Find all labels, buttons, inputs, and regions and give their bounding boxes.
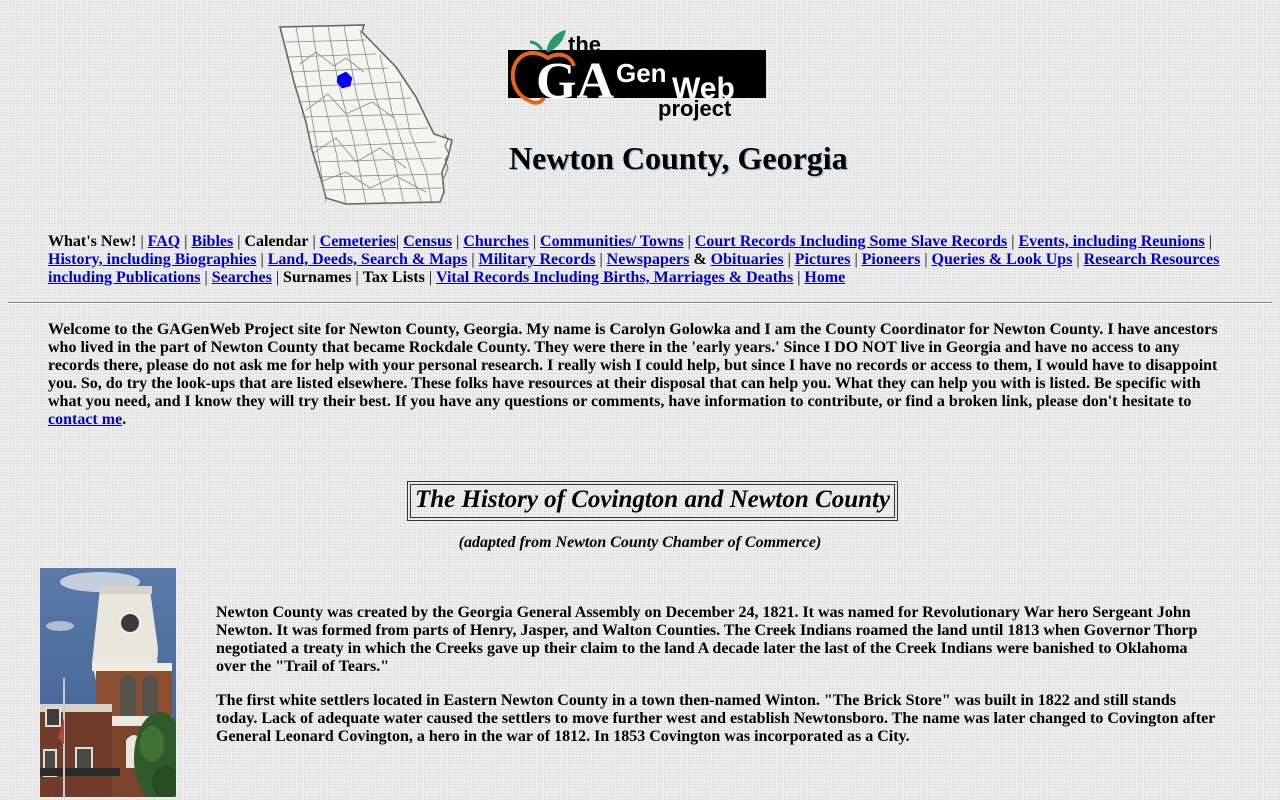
nav-cemeteries[interactable]: Cemeteries xyxy=(319,233,397,250)
nav-surnames: Surnames xyxy=(283,269,352,286)
nav-churches[interactable]: Churches xyxy=(463,233,529,250)
svg-text:project: project xyxy=(658,96,732,121)
nav-calendar: Calendar xyxy=(244,233,309,250)
nav-queries-lookups[interactable]: Queries & Look Ups xyxy=(931,251,1073,268)
divider xyxy=(8,302,1272,304)
nav-pictures[interactable]: Pictures xyxy=(794,251,851,268)
nav-military-records[interactable]: Military Records xyxy=(478,251,596,268)
nav-searches[interactable]: Searches xyxy=(211,269,272,286)
history-body xyxy=(216,604,1216,762)
nav-tax-lists: Tax Lists xyxy=(362,269,425,286)
svg-text:Gen: Gen xyxy=(616,58,667,88)
gagenweb-logo[interactable] xyxy=(508,26,768,122)
nav-home[interactable]: Home xyxy=(804,269,846,286)
nav-census[interactable]: Census xyxy=(403,233,453,250)
nav-history[interactable]: History, including Biographies xyxy=(48,251,257,268)
nav-whats-new: What's New! xyxy=(48,233,137,250)
courthouse-photo xyxy=(40,568,176,797)
history-subtitle: (adapted from Newton County Chamber of Commerce) xyxy=(458,534,822,551)
nav-faq[interactable]: FAQ xyxy=(147,233,181,250)
nav-bibles[interactable]: Bibles xyxy=(191,233,234,250)
nav-vital-records[interactable]: Vital Records Including Births, Marriages & Deaths xyxy=(436,269,794,286)
nav-pioneers[interactable]: Pioneers xyxy=(861,251,921,268)
nav-land-deeds[interactable]: Land, Deeds, Search & Maps xyxy=(267,251,468,268)
welcome-paragraph: Welcome to the GAGenWeb Project site for Newton County, Georgia. My name is Carolyn Golowka and I am the County Coordinator for Newton County. I have ancestors who lived in the part of Newton County that became Rockdale County. They were there in the 'early years.' Since I DO NOT live in Georgia and have no access to any records there, please do not ask me for help with your personal research. I really wish I could help, but since I have no records or access to them, I would have to disappoint you. So, do try the look-ups that are listed elsewhere. These folks have resources at their disposal that can help you. What they can help you with is listed. Be specific with what you need, and I know they will try their best. If you have any questions or comments, have information to contribute, or find a broken link, please don't hesitate to contact me. xyxy=(48,321,1218,428)
history-paragraph: The first white settlers located in Eastern Newton County in a town then-named Winton. "The Brick Store" was built in 1822 and still stands today. Lack of adequate water caused the settlers to move further west and establish Newtonsboro. The name was later changed to Covington after General Leonard Covington, a hero in the war of 1812. In 1853 Covington was incorporated as a City. xyxy=(216,692,1216,745)
nav-newspapers[interactable]: Newspapers xyxy=(606,251,690,268)
main-nav: What's New! | FAQ | Bibles | Calendar | Cemeteries| Census | Churches | Communities/ Towns | Court Records Including Some Slave Records | Events, including Reunions | History, including Biographies | Land, Deeds, Search & Maps | Military Records | Newspapers & Obituaries | Pictures | Pioneers | Queries & Look Ups | Research Resources including Publications | Searches | Surnames | Tax Lists | Vital Records Including Births, Marriages & Deaths | Home xyxy=(48,233,1220,286)
nav-obituaries[interactable]: Obituaries xyxy=(710,251,784,268)
nav-communities-towns[interactable]: Communities/ Towns xyxy=(540,233,684,250)
welcome-text: Welcome to the GAGenWeb Project site for Newton County, Georgia. My name is Carolyn Golowka and I am the County Coordinator for Newton County. I have ancestors who lived in the part of Newton County that became Rockdale County. They were there in the 'early years.' Since I DO NOT live in Georgia and have no access to any records there, please do not ask me for help with your personal research. I really wish I could help, but since I have no records or access to them, I would have to disappoint you. So, do try the look-ups that are listed elsewhere. These folks have resources at their disposal that can help you. What they can help you with is listed. Be specific with what you need, and I know they will try their best. If you have any questions or comments, have information to contribute, or find a broken link, please don't hesitate to xyxy=(48,321,1218,410)
svg-text:the: the xyxy=(568,32,601,57)
georgia-county-map[interactable] xyxy=(276,22,456,208)
nav-court-records[interactable]: Court Records Including Some Slave Records xyxy=(694,233,1008,250)
page-title: Newton County, Georgia xyxy=(509,140,848,176)
nav-ampersand: & xyxy=(689,251,711,268)
svg-text:GA: GA xyxy=(536,53,614,110)
contact-me-link[interactable]: contact me xyxy=(48,411,123,428)
map-icon xyxy=(276,22,456,208)
history-paragraph: Newton County was created by the Georgia General Assembly on December 24, 1821. It was named for Revolutionary War hero Sergeant John Newton. It was formed from parts of Henry, Jasper, and Walton Counties. The Creek Indians roamed the land until 1813 when Governor Thorp negotiated a treaty in which the Creeks gave up their claim to the land A decade later the last of the Creek Indians were banished to Oklahoma over the "Trail of Tears." xyxy=(216,604,1198,675)
svg-text:Web: Web xyxy=(672,72,735,105)
history-title-box xyxy=(407,481,898,521)
history-title: The History of Covington and Newton County xyxy=(410,484,895,518)
nav-events[interactable]: Events, including Reunions xyxy=(1018,233,1205,250)
nav-research-resources[interactable]: Research Resources including Publications xyxy=(48,251,1220,286)
